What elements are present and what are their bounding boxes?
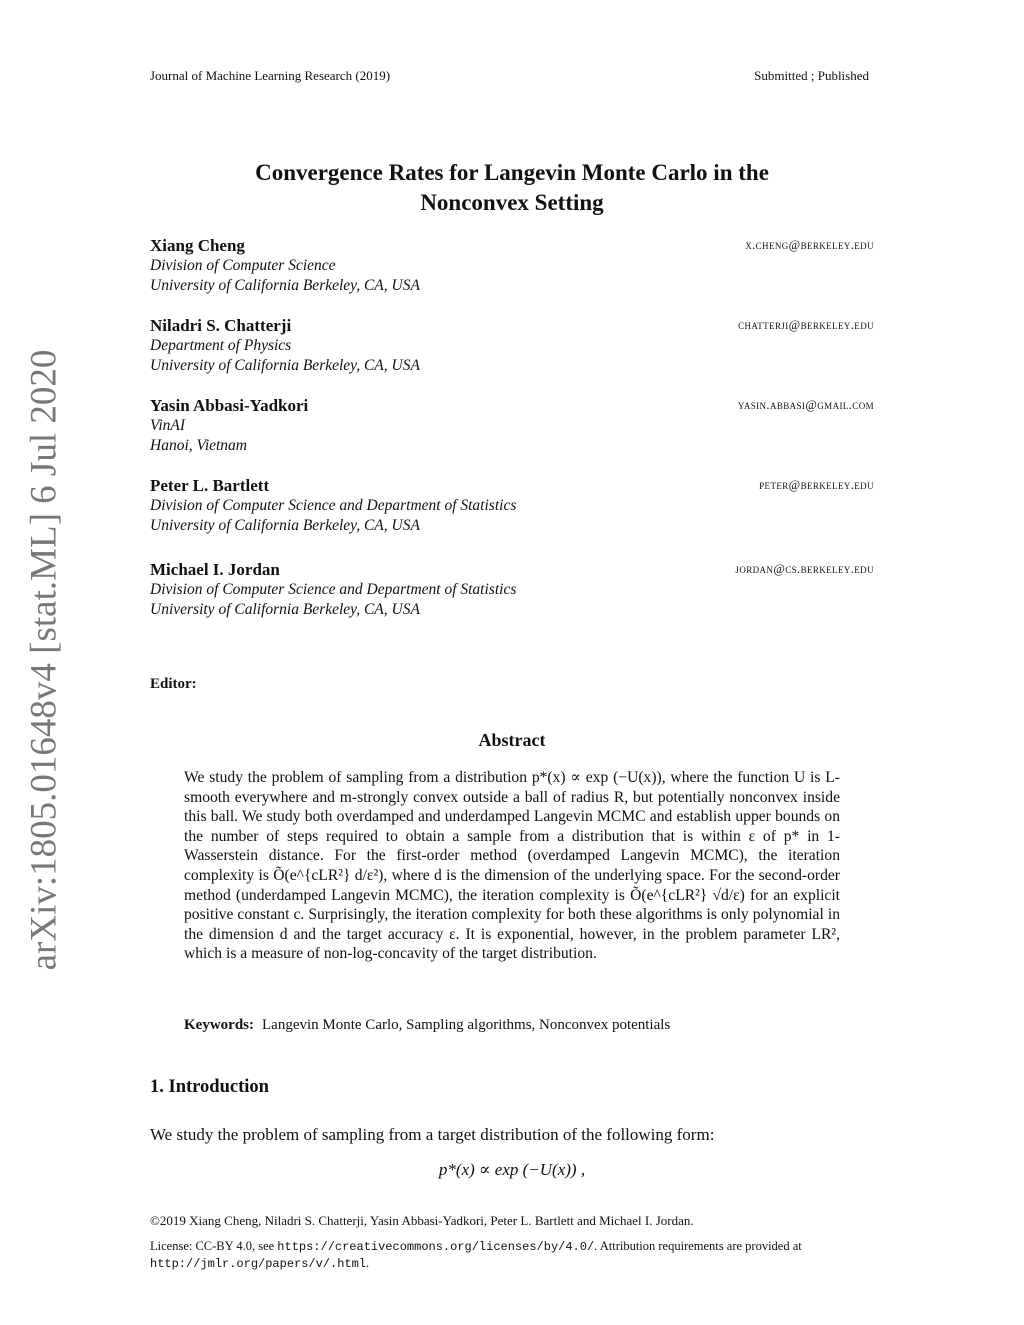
title-line-1: Convergence Rates for Langevin Monte Carlo in the [255,160,769,185]
author-block [150,236,874,296]
attribution-link[interactable]: http://jmlr.org/papers/v/.html [150,1257,367,1271]
author-name: Peter L. Bartlett [150,476,270,495]
author-email[interactable]: peter@berkeley.edu [759,478,874,492]
author-name: Yasin Abbasi-Yadkori [150,396,309,415]
author-location: University of California Berkeley, CA, USA [150,601,420,618]
license-end: . [366,1256,370,1270]
author-block [150,476,874,536]
license-link[interactable]: https://creativecommons.org/licenses/by/4.0/ [277,1240,595,1254]
author-affiliation: Department of Physics [150,337,292,354]
author-affiliation: Division of Computer Science and Department of Statistics [150,581,517,598]
author-block [150,396,874,456]
paper-title [0,158,1024,218]
author-location: Hanoi, Vietnam [150,437,248,454]
author-email[interactable]: yasin.abbasi@gmail.com [737,398,874,412]
abstract-heading: Abstract [478,730,546,750]
author-name: Niladri S. Chatterji [150,316,292,335]
author-block [150,560,874,620]
author-email[interactable]: jordan@cs.berkeley.edu [735,562,874,576]
editor-label: Editor: [150,676,197,692]
author-block [150,316,874,376]
author-location: University of California Berkeley, CA, USA [150,517,420,534]
author-name: Xiang Cheng [150,236,245,255]
author-location: University of California Berkeley, CA, USA [150,357,420,374]
abstract-text: We study the problem of sampling from a distribution p*(x) ∝ exp (−U(x)), where the function U is L-smooth everywhere and m-strongly convex outside a ball of radius R, but potentially nonconvex inside this ball. We study both overdamped and underdamped Langevin MCMC and establish upper bounds on the number of steps required to obtain a sample from a distribution that is within ε of p* in 1-Wasserstein distance. For the first-order method (overdamped Langevin MCMC), the iteration complexity is Õ(e^{cLR²} d/ε²), where d is the dimension of the underlying space. For the second-order method (underdamped Langevin MCMC), the iteration complexity is Õ(e^{cLR²} √d/ε) for an explicit positive constant c. Surprisingly, the iteration complexity for both these algorithms is only polynomial in the dimension d and the target accuracy ε. It is exponential, however, in the problem parameter LR², which is a measure of non-log-concavity of the target distribution. [184,769,840,963]
keywords-label: Keywords: [184,1017,254,1033]
author-email[interactable]: chatterji@berkeley.edu [738,318,874,332]
keywords [184,1017,840,1034]
arxiv-stamp: arXiv:1805.01648v4 [stat.ML] 6 Jul 2020 [23,349,65,971]
author-location: University of California Berkeley, CA, USA [150,277,420,294]
title-line-2: Nonconvex Setting [420,190,604,215]
display-equation: p*(x) ∝ exp (−U(x)) , [438,1160,586,1179]
author-affiliation: VinAI [150,417,186,434]
copyright-notice: ©2019 Xiang Cheng, Niladri S. Chatterji, Yasin Abbasi-Yadkori, Peter L. Bartlett and Michael I. Jordan. [150,1213,694,1228]
author-affiliation: Division of Computer Science [150,257,336,274]
introduction-paragraph: We study the problem of sampling from a target distribution of the following form: [150,1125,715,1144]
author-affiliation: Division of Computer Science and Department of Statistics [150,497,517,514]
author-email[interactable]: x.cheng@berkeley.edu [745,238,874,252]
author-name: Michael I. Jordan [150,560,280,579]
journal-header: Journal of Machine Learning Research (2019) [150,68,391,83]
license-notice [150,1238,870,1272]
section-heading-introduction: 1. Introduction [150,1077,269,1097]
abstract-body [184,768,840,964]
keywords-text: Langevin Monte Carlo, Sampling algorithms, Nonconvex potentials [262,1017,671,1033]
license-prefix: License: CC-BY 4.0, see [150,1239,275,1253]
license-mid: . Attribution requirements are provided at [594,1239,802,1253]
submission-header: Submitted ; Published [754,68,869,83]
